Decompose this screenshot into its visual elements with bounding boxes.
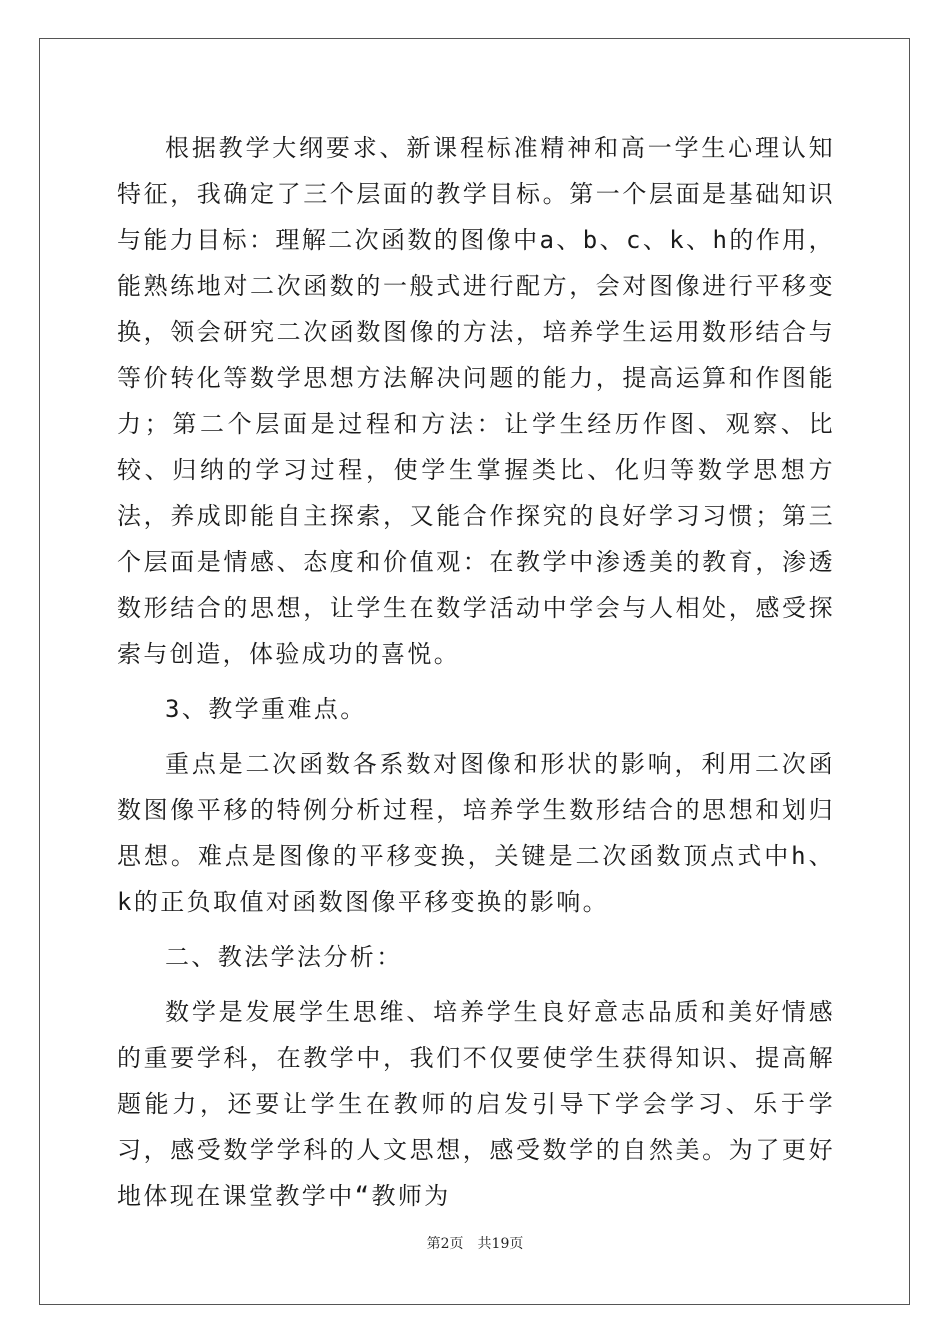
total-pages: 共19页 xyxy=(477,1236,524,1252)
paragraph-teaching-methods: 数学是发展学生思维、培养学生良好意志品质和美好情感的重要学科，在教学中，我们不仅要使学生获得知识、提高解题能力，还要让学生在教师的启发引导下学会学习、乐于学习，感受数学学科的人文思想，感受数学的自然美。为了更好地体现在课堂教学中“教师为 xyxy=(117,998,835,1210)
paragraph-teaching-objectives: 根据教学大纲要求、新课程标准精神和高一学生心理认知特征，我确定了三个层面的教学目标。第一个层面是基础知识与能力目标：理解二次函数的图像中a、b、c、k、h的作用，能熟练地对二次函数的一般式进行配方，会对图像进行平移变换，领会研究二次函数图像的方法，培养学生运用数形结合与等价转化等数学思想方法解决问题的能力，提高运算和作图能力；第二个层面是过程和方法：让学生经历作图、观察、比较、归纳的学习过程，使学生掌握类比、化归等数学思想方法，养成即能自主探索，又能合作探究的良好学习习惯；第三个层面是情感、态度和价值观：在教学中渗透美的教育，渗透数形结合的思想，让学生在数学活动中学会与人相处，感受探索与创造，体验成功的喜悦。 xyxy=(117,134,835,668)
document-body xyxy=(117,125,835,1219)
heading-teaching-methods: 二、教法学法分析： xyxy=(165,943,403,971)
page-footer xyxy=(0,1233,950,1253)
paragraph-key-difficult-points: 重点是二次函数各系数对图像和形状的影响，利用二次函数图像平移的特例分析过程，培养学生数形结合的思想和划归思想。难点是图像的平移变换，关键是二次函数顶点式中h、k的正负取值对函数图像平移变换的影响。 xyxy=(117,750,835,916)
page-number: 第2页 xyxy=(426,1236,464,1252)
heading-key-difficult-points: 3、教学重难点。 xyxy=(165,695,367,723)
